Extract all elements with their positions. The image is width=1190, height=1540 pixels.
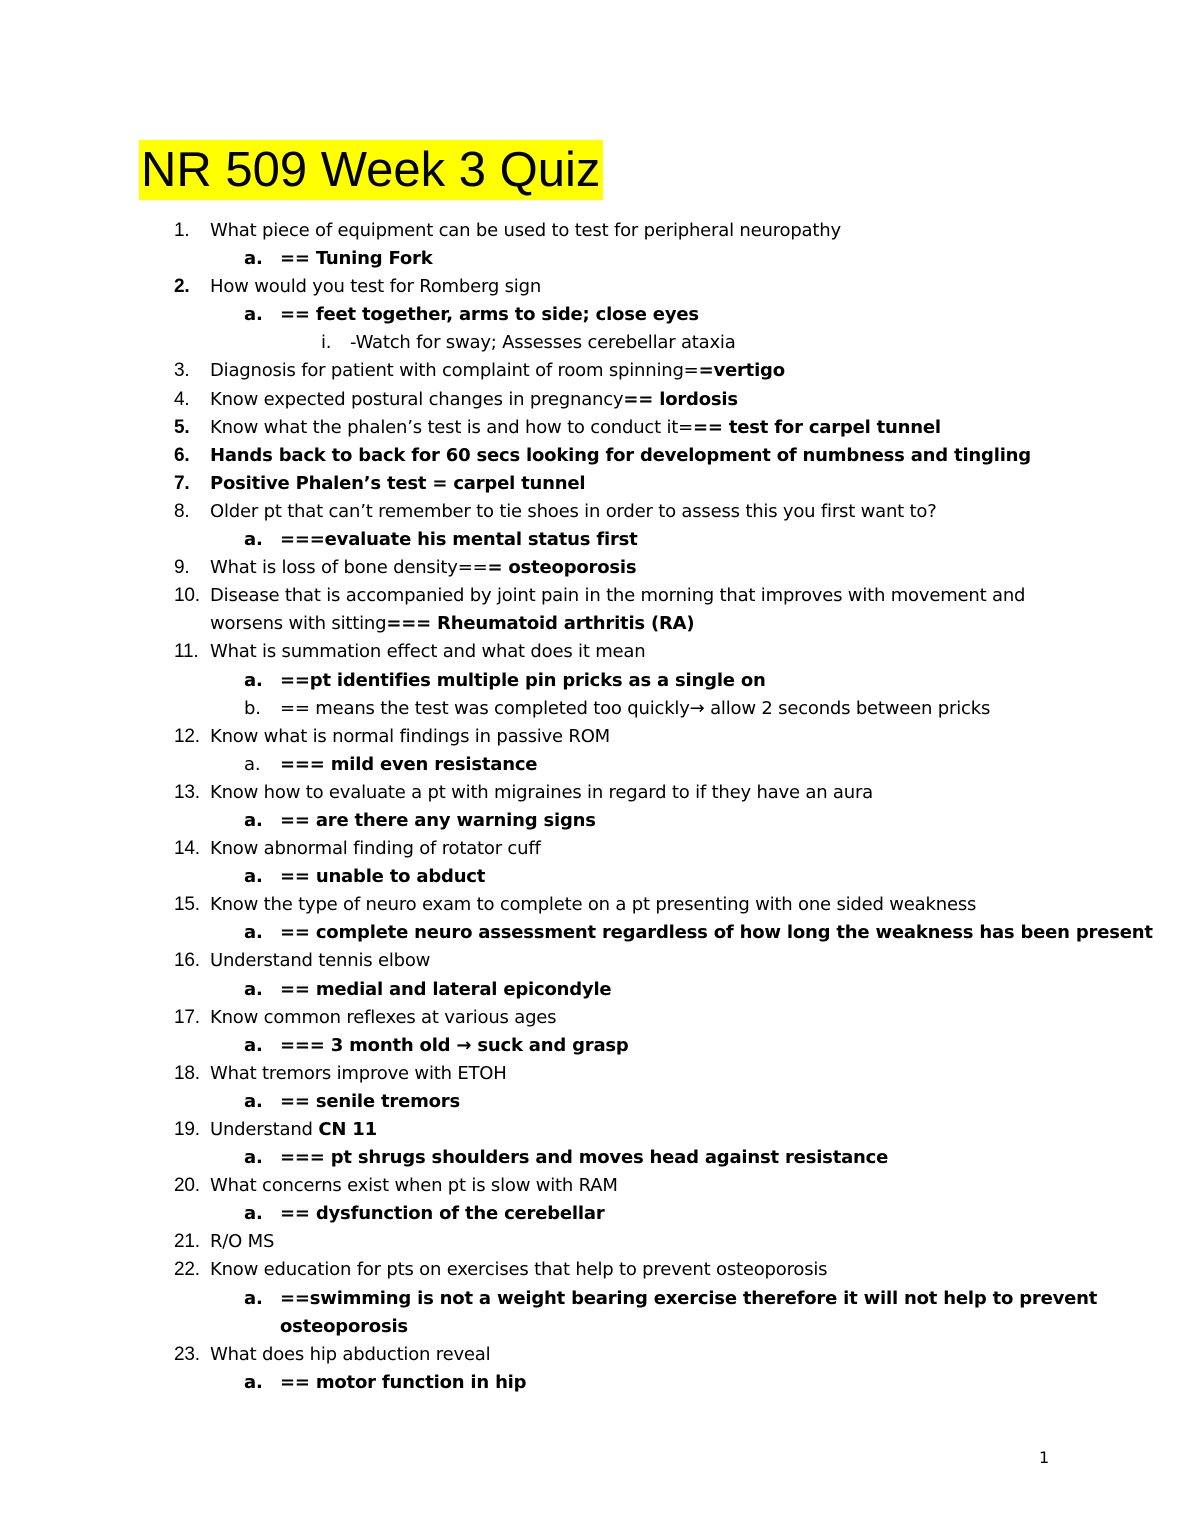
bold-text: == complete neuro assessment regardless of how long the weakness has been present: [280, 922, 1153, 944]
question-item: [0, 891, 1190, 919]
sub-answer-marker: i.: [321, 332, 332, 354]
bold-text: ===evaluate his mental status first: [280, 529, 638, 551]
bold-text: == test for carpel tunnel: [693, 416, 941, 438]
item-text: [210, 470, 585, 498]
answer-item: [0, 1369, 1190, 1397]
text-segment: -Watch for sway; Assesses cerebellar ataxia: [350, 332, 736, 354]
question-number: 3.: [174, 360, 190, 382]
item-text: [280, 1088, 460, 1116]
bold-text: == are there any warning signs: [280, 809, 596, 831]
answer-marker: a.: [244, 753, 261, 775]
item-text: [210, 273, 541, 301]
item-text: [210, 386, 738, 414]
bold-text: osteoporosis: [280, 1315, 408, 1337]
text-segment: Know common reflexes at various ages: [210, 1006, 557, 1028]
item-text: [280, 301, 699, 329]
question-number: 4.: [174, 388, 190, 410]
text-segment: Understand: [210, 1119, 319, 1140]
answer-item: [0, 919, 1190, 947]
question-number: 16.: [174, 950, 200, 972]
item-text: [210, 582, 1025, 610]
question-number: 21.: [174, 1231, 200, 1253]
item-text: [210, 1172, 618, 1200]
question-item: [0, 1116, 1190, 1144]
question-number: 14.: [174, 838, 200, 860]
text-segment: What is loss of bone density==: [210, 557, 488, 579]
text-segment: How would you test for Romberg sign: [210, 276, 542, 298]
bold-text: Positive Phalen’s test = carpel tunnel: [210, 472, 586, 494]
question-item: [0, 442, 1190, 470]
bold-text: === Rheumatoid arthritis (RA): [386, 613, 695, 635]
answer-item: [0, 1088, 1190, 1116]
answer-marker: a.: [244, 1371, 263, 1393]
item-text: [210, 498, 937, 526]
bold-text: == dysfunction of the cerebellar: [280, 1203, 605, 1225]
item-text: [280, 1285, 1097, 1313]
answer-marker: a.: [244, 809, 263, 831]
question-item: [0, 386, 1190, 414]
question-number: 18.: [174, 1062, 200, 1084]
answer-marker: a.: [244, 669, 263, 691]
bold-text: == unable to abduct: [280, 866, 486, 888]
question-number: 5.: [174, 416, 190, 438]
answer-marker: b.: [244, 697, 261, 719]
bold-text: === mild even resistance: [280, 753, 538, 775]
bold-text: == Tuning Fork: [280, 248, 433, 270]
text-segment: worsens with sitting: [210, 613, 387, 635]
bold-text: == senile tremors: [280, 1090, 460, 1112]
question-number: 11.: [174, 641, 199, 663]
bold-text: ==swimming is not a weight bearing exercise therefore it will not help to prevent: [280, 1287, 1098, 1309]
question-number: 7.: [174, 472, 190, 494]
item-text: [210, 1004, 556, 1032]
question-number: 22.: [174, 1259, 200, 1281]
item-text: [350, 329, 736, 357]
item-text: [280, 695, 990, 723]
question-continuation: [0, 610, 1190, 638]
answer-marker: a.: [244, 304, 263, 326]
text-segment: Older pt that can’t remember to tie shoes in order to assess this you first want to?: [210, 500, 937, 522]
answer-marker: a.: [244, 1090, 263, 1112]
item-text: [280, 751, 537, 779]
bold-text: == lordosis: [623, 388, 738, 410]
bold-text: =vertigo: [698, 360, 785, 382]
item-text: [210, 217, 841, 245]
item-text: [280, 919, 1153, 947]
page-number: 1: [1039, 1448, 1050, 1467]
item-text: [280, 807, 596, 835]
question-item: [0, 779, 1190, 807]
answer-marker: a.: [244, 248, 263, 270]
text-segment: Know education for pts on exercises that help to prevent osteoporosis: [210, 1259, 828, 1281]
text-segment: What piece of equipment can be used to test for peripheral neuropathy: [210, 220, 841, 241]
answer-marker: a.: [244, 1147, 263, 1169]
answer-marker: a.: [244, 529, 263, 551]
answer-item: [0, 1285, 1190, 1313]
question-item: [0, 1228, 1190, 1256]
page-title: NR 509 Week 3 Quiz: [139, 140, 603, 200]
item-text: [280, 863, 485, 891]
item-text: [210, 723, 610, 751]
item-text: [280, 667, 766, 695]
question-item: [0, 723, 1190, 751]
text-segment: What concerns exist when pt is slow with RAM: [210, 1175, 618, 1197]
question-number: 17.: [174, 1006, 200, 1028]
answer-item: [0, 1144, 1190, 1172]
text-segment: What is summation effect and what does it mean: [210, 641, 646, 663]
answer-continuation: [0, 1313, 1190, 1341]
bold-text: = osteoporosis: [487, 557, 637, 579]
question-number: 2.: [174, 276, 190, 298]
answer-item: [0, 1200, 1190, 1228]
question-item: [0, 414, 1190, 442]
text-segment: Know what the phalen’s test is and how to conduct it=: [210, 416, 694, 438]
item-text: [210, 1228, 274, 1256]
question-number: 12.: [174, 725, 200, 747]
answer-item: [0, 807, 1190, 835]
bold-text: ==pt identifies multiple pin pricks as a single on: [280, 669, 766, 691]
text-segment: R/O MS: [210, 1231, 275, 1253]
item-text: [210, 947, 430, 975]
item-text: [280, 976, 611, 1004]
item-text: [210, 1116, 377, 1144]
answer-marker: a.: [244, 866, 263, 888]
answer-item: [0, 751, 1190, 779]
bold-text: === 3 month old → suck and grasp: [280, 1034, 629, 1056]
item-text: [280, 526, 638, 554]
item-text: [210, 1256, 827, 1284]
answer-item: [0, 695, 1190, 723]
answer-item: [0, 976, 1190, 1004]
text-segment: What does hip abduction reveal: [210, 1343, 491, 1365]
question-number: 23.: [174, 1343, 200, 1365]
answer-item: [0, 667, 1190, 695]
answer-marker: a.: [244, 922, 263, 944]
item-text: [280, 1369, 526, 1397]
question-number: 15.: [174, 894, 200, 916]
question-item: [0, 1341, 1190, 1369]
sub-answer-item: [0, 329, 1190, 357]
item-text: [280, 1200, 605, 1228]
question-item: [0, 217, 1190, 245]
text-segment: Know what is normal findings in passive ROM: [210, 725, 611, 747]
question-number: 19.: [174, 1119, 200, 1140]
item-text: [210, 610, 694, 638]
question-item: [0, 357, 1190, 385]
text-segment: Know the type of neuro exam to complete on a pt presenting with one sided weakness: [210, 894, 977, 916]
text-segment: Disease that is accompanied by joint pain in the morning that improves with movement and: [210, 585, 1026, 607]
question-number: 13.: [174, 781, 200, 803]
question-item: [0, 1256, 1190, 1284]
text-segment: == means the test was completed too quickly→ allow 2 seconds between pricks: [280, 697, 991, 719]
question-item: [0, 582, 1190, 610]
answer-marker: a.: [244, 978, 263, 1000]
question-item: [0, 470, 1190, 498]
text-segment: Understand tennis elbow: [210, 950, 431, 972]
answer-item: [0, 863, 1190, 891]
answer-item: [0, 301, 1190, 329]
bold-text: == motor function in hip: [280, 1371, 527, 1393]
item-text: [210, 835, 541, 863]
bold-text: === pt shrugs shoulders and moves head against resistance: [280, 1147, 889, 1169]
bold-text: CN 11: [318, 1119, 377, 1140]
item-text: [210, 779, 873, 807]
item-text: [210, 1060, 507, 1088]
question-number: 9.: [174, 557, 190, 579]
quiz-list: [0, 217, 1190, 1397]
answer-item: [0, 1032, 1190, 1060]
question-number: 10.: [174, 585, 200, 607]
question-item: [0, 947, 1190, 975]
text-segment: Know abnormal finding of rotator cuff: [210, 838, 541, 860]
answer-marker: a.: [244, 1287, 263, 1309]
item-text: [210, 357, 785, 385]
answer-item: [0, 245, 1190, 273]
bold-text: == feet together, arms to side; close eyes: [280, 304, 699, 326]
item-text: [210, 414, 941, 442]
bold-text: Hands back to back for 60 secs looking for development of numbness and tingling: [210, 444, 1031, 466]
item-text: [210, 1341, 490, 1369]
text-segment: Know how to evaluate a pt with migraines in regard to if they have an aura: [210, 781, 873, 803]
item-text: [280, 1313, 408, 1341]
item-text: [280, 1144, 888, 1172]
bold-text: == medial and lateral epicondyle: [280, 978, 612, 1000]
question-number: 8.: [174, 500, 190, 522]
question-item: [0, 638, 1190, 666]
question-number: 20.: [174, 1175, 200, 1197]
item-text: [210, 891, 976, 919]
item-text: [210, 442, 1031, 470]
text-segment: Diagnosis for patient with complaint of room spinning=: [210, 360, 699, 382]
text-segment: What tremors improve with ETOH: [210, 1062, 507, 1084]
question-item: [0, 498, 1190, 526]
question-item: [0, 1060, 1190, 1088]
answer-marker: a.: [244, 1203, 263, 1225]
text-segment: Know expected postural changes in pregnancy: [210, 388, 624, 410]
answer-item: [0, 526, 1190, 554]
item-text: [280, 245, 432, 273]
question-item: [0, 273, 1190, 301]
answer-marker: a.: [244, 1034, 263, 1056]
item-text: [210, 554, 636, 582]
question-item: [0, 1004, 1190, 1032]
item-text: [210, 638, 645, 666]
question-number: 1.: [174, 220, 190, 241]
item-text: [280, 1032, 629, 1060]
question-number: 6.: [174, 444, 190, 466]
question-item: [0, 1172, 1190, 1200]
question-item: [0, 835, 1190, 863]
question-item: [0, 554, 1190, 582]
